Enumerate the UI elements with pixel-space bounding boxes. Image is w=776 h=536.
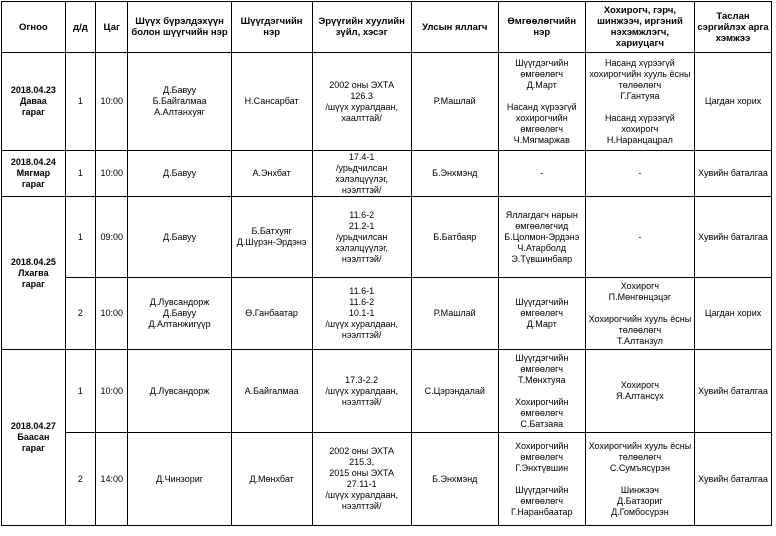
- lawyer-cell: Хохирогчийн өмгөөлөгч Г.Энхтүвшин Шүүгдэгчийн өмгөөлөгч Г.Наранбаатар: [498, 433, 585, 526]
- prosecutor-cell: Р.Машлай: [411, 278, 498, 350]
- measure-cell: Хувийн баталгаа: [695, 151, 772, 197]
- defendant-cell: Ө.Ганбаатар: [231, 278, 312, 350]
- header-prosecutor: Улсын яллагч: [411, 2, 498, 53]
- lawyer-cell: Шүүгдэгчийн өмгөөлөгч Т.Мөнхтуяа Хохирогчийн өмгөөлөгч С.Батзаяа: [498, 350, 585, 433]
- measure-cell: Цагдан хорих: [695, 278, 772, 350]
- time-cell: 14:00: [96, 433, 128, 526]
- defendant-cell: Н.Сансарбат: [231, 53, 312, 151]
- table-row: [2, 350, 772, 433]
- article-cell: 2002 оны ЭХТА 215.3, 2015 оны ЭХТА 27.11-1 /шүүх хуралдаан, нээлттэй/: [312, 433, 411, 526]
- measure-cell: Цагдан хорих: [695, 53, 772, 151]
- judges-cell: Д.Лувсандорж: [128, 350, 231, 433]
- table-row: [2, 278, 772, 350]
- number-cell: 1: [65, 53, 95, 151]
- prosecutor-cell: Б.Батбаяр: [411, 197, 498, 278]
- time-cell: 10:00: [96, 278, 128, 350]
- header-number: д/д: [65, 2, 95, 53]
- number-cell: 2: [65, 433, 95, 526]
- lawyer-cell: Шүүгдэгчийн өмгөөлөгч Д.Март Насанд хүрээгүй хохирогчийн өмгөөлөгч Ч.Мягмаржав: [498, 53, 585, 151]
- number-cell: 1: [65, 350, 95, 433]
- judges-cell: Д.Бавуу: [128, 151, 231, 197]
- lawyer-cell: Яллагдагч нарын өмгөөлөгчид Б.Цолмон-Эрдэнэ Ч.Атарболд Э.Түвшинбаяр: [498, 197, 585, 278]
- defendant-cell: А.Байгалмаа: [231, 350, 312, 433]
- table-row: [2, 151, 772, 197]
- header-article: Эрүүгийн хуулийн зүйл, хэсэг: [312, 2, 411, 53]
- time-cell: 10:00: [96, 53, 128, 151]
- date-cell: 2018.04.24 Мягмар гараг: [2, 151, 66, 197]
- article-cell: 17.3-2.2 /шүүх хуралдаан, нээлттэй/: [312, 350, 411, 433]
- victim-cell: Хохирогчийн хууль ёсны төлөөлөгч С.Сумъясүрэн Шинжээч Д.Батзориг Д.Гомбосүрэн: [585, 433, 694, 526]
- article-cell: 11.6-1 11.6-2 10.1-1 /шүүх хуралдаан, нээлттэй/: [312, 278, 411, 350]
- defendant-cell: Б.Батхуяг Д.Шүрэн-Эрдэнэ: [231, 197, 312, 278]
- victim-cell: Хохирогч П.Мөнгөнцэцэг Хохирогчийн хууль ёсны төлөөлөгч Т.Алтанзул: [585, 278, 694, 350]
- header-victim: Хохирогч, гэрч, шинжээч, иргэний нэхэмжлэгч, хариуцагч: [585, 2, 694, 53]
- header-defendant: Шүүгдэгчийн нэр: [231, 2, 312, 53]
- lawyer-cell: Шүүгдэгчийн өмгөөлөгч Д.Март: [498, 278, 585, 350]
- table-row: [2, 53, 772, 151]
- date-cell: 2018.04.25 Лхагва гараг: [2, 197, 66, 350]
- victim-cell: Насанд хүрээгүй хохирогчийн хууль ёсны төлөөлөгч Г.Гантуяа Насанд хүрээгүй хохирогч Н.Наранцацрал: [585, 53, 694, 151]
- defendant-cell: А.Энхбат: [231, 151, 312, 197]
- header-time: Цаг: [96, 2, 128, 53]
- prosecutor-cell: Р.Машлай: [411, 53, 498, 151]
- date-cell: 2018.04.23 Даваа гараг: [2, 53, 66, 151]
- table-row: [2, 433, 772, 526]
- judges-cell: Д.Чинзориг: [128, 433, 231, 526]
- prosecutor-cell: С.Цэрэндалай: [411, 350, 498, 433]
- date-cell: 2018.04.27 Баасан гараг: [2, 350, 66, 526]
- measure-cell: Хувийн баталгаа: [695, 350, 772, 433]
- number-cell: 2: [65, 278, 95, 350]
- victim-cell: -: [585, 151, 694, 197]
- header-row: [2, 2, 772, 53]
- table-row: [2, 197, 772, 278]
- victim-cell: -: [585, 197, 694, 278]
- number-cell: 1: [65, 151, 95, 197]
- court-schedule-table: [1, 1, 772, 526]
- measure-cell: Хувийн баталгаа: [695, 197, 772, 278]
- time-cell: 10:00: [96, 151, 128, 197]
- lawyer-cell: -: [498, 151, 585, 197]
- header-judges: Шүүх бүрэлдэхүүн болон шүүгчийн нэр: [128, 2, 231, 53]
- time-cell: 09:00: [96, 197, 128, 278]
- prosecutor-cell: Б.Энхмэнд: [411, 151, 498, 197]
- article-cell: 17.4-1 /урьдчилсан хэлэлцүүлэг, нээлттэй/: [312, 151, 411, 197]
- victim-cell: Хохирогч Я.Алтансүх: [585, 350, 694, 433]
- measure-cell: Хувийн баталгаа: [695, 433, 772, 526]
- prosecutor-cell: Б.Энхмэнд: [411, 433, 498, 526]
- time-cell: 10:00: [96, 350, 128, 433]
- header-measure: Таслан сэргийлэх арга хэмжээ: [695, 2, 772, 53]
- judges-cell: Д.Бавуу: [128, 197, 231, 278]
- article-cell: 2002 оны ЭХТА 126.3 /шүүх хуралдаан, хаалттай/: [312, 53, 411, 151]
- article-cell: 11.6-2 21.2-1 /урьдчилсан хэлэлцүүлэг, нээлттэй/: [312, 197, 411, 278]
- header-lawyer: Өмгөөлөгчийн нэр: [498, 2, 585, 53]
- judges-cell: Д.Бавуу Б.Байгалмаа А.Алтанхуяг: [128, 53, 231, 151]
- header-date: Огноо: [2, 2, 66, 53]
- number-cell: 1: [65, 197, 95, 278]
- defendant-cell: Д.Мөнхбат: [231, 433, 312, 526]
- judges-cell: Д.Лувсандорж Д.Бавуу Д.Алтанжигүүр: [128, 278, 231, 350]
